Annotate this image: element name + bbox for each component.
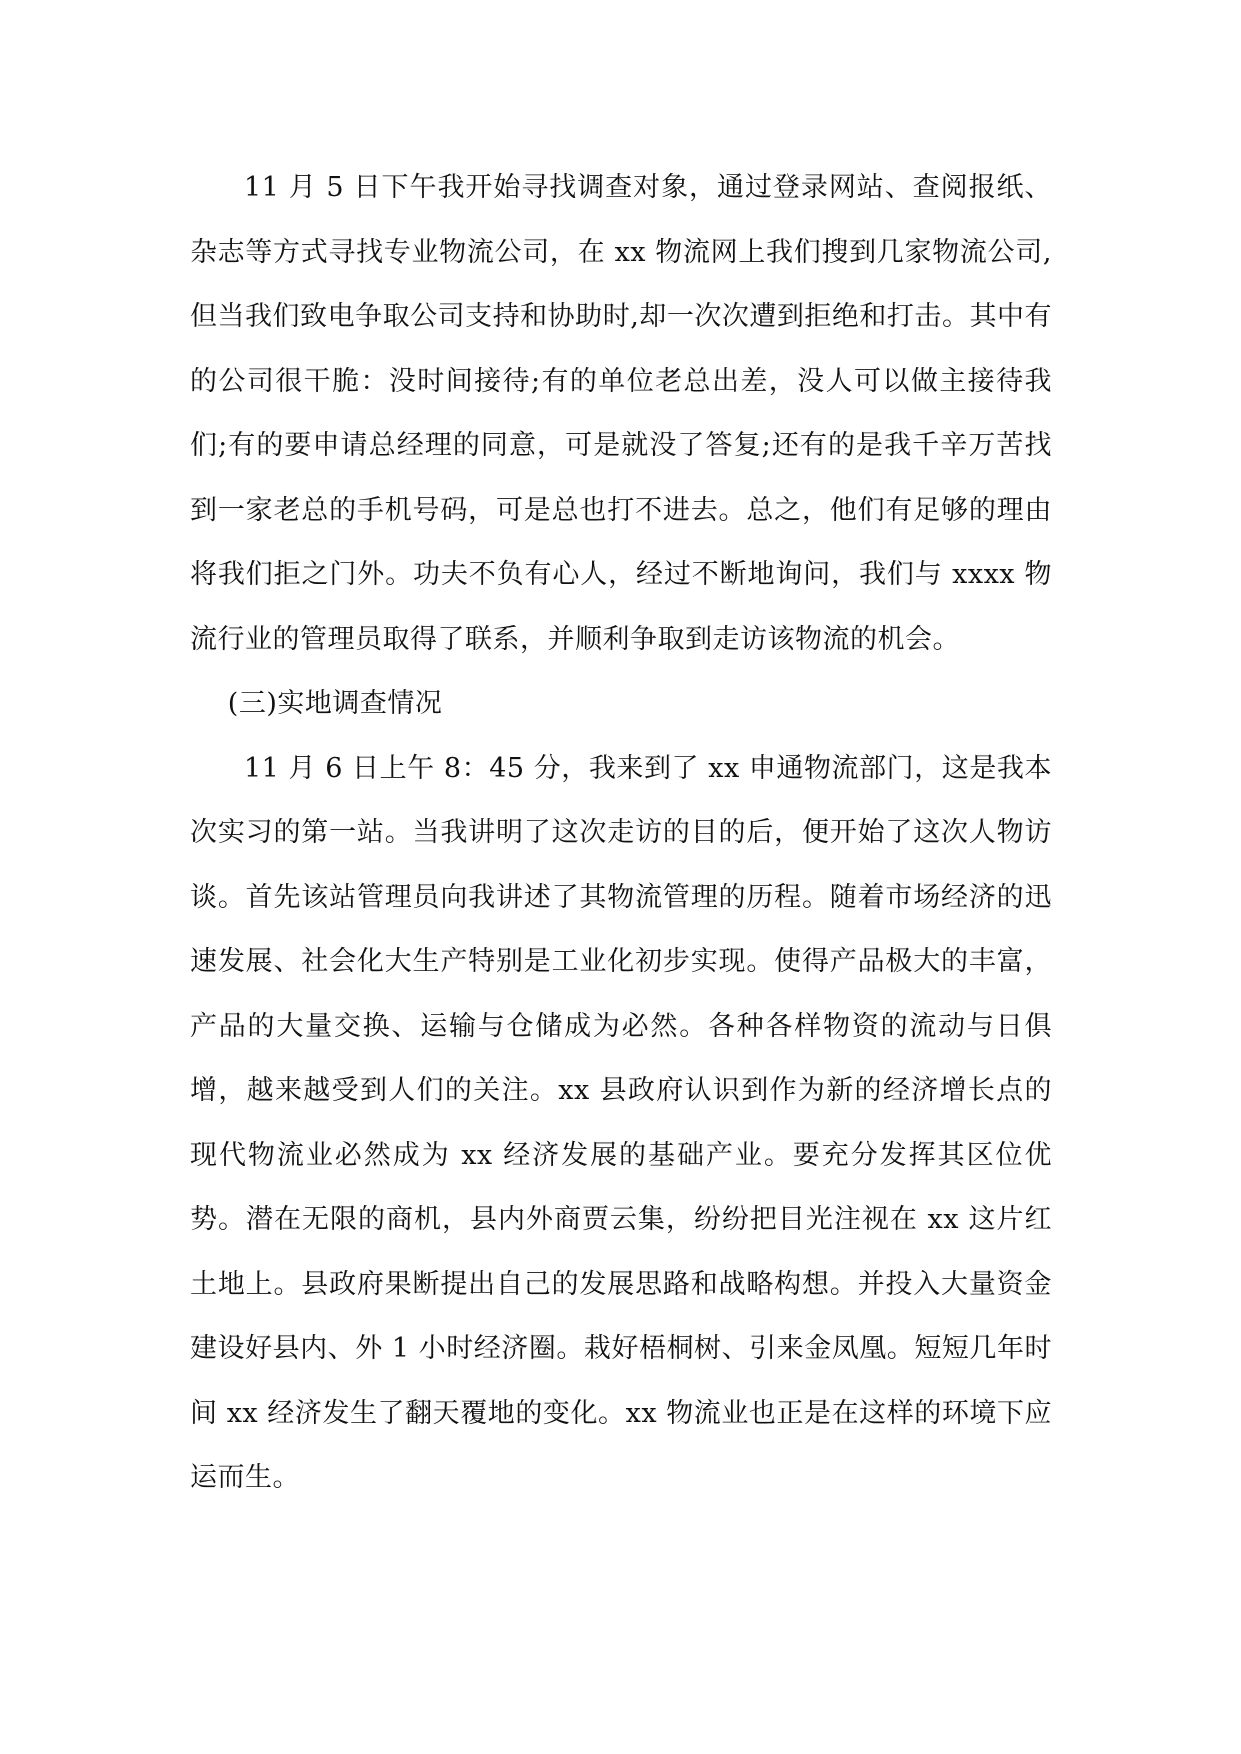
paragraph-field-visit: 11 月 6 日上午 8：45 分，我来到了 xx 申通物流部门，这是我本次实习的第一站。当我讲明了这次走访的目的后，便开始了这次人物访谈。首先该站管理员向我讲述了其物流管理的历程。随着市场经济的迅速发展、社会化大生产特别是工业化初步实现。使得产品极大的丰富，产品的大量交换、运输与仓储成为必然。各种各样物资的流动与日俱增，越来越受到人们的关注。xx 县政府认识到作为新的经济增长点的现代物流业必然成为 xx 经济发展的基础产业。要充分发挥其区位优势。潜在无限的商机，县内外商贾云集，纷纷把目光注视在 xx 这片红土地上。县政府果断提出自己的发展思路和战略构想。并投入大量资金建设好县内、外 1 小时经济圈。栽好梧桐树、引来金凤凰。短短几年时间 xx 经济发生了翻天覆地的变化。xx 物流业也正是在这样的环境下应运而生。 bbox=[190, 752, 1052, 1493]
paragraph-search-for-companies: 11 月 5 日下午我开始寻找调查对象，通过登录网站、查阅报纸、杂志等方式寻找专业物流公司，在 xx 物流网上我们搜到几家物流公司,但当我们致电争取公司支持和协助时,却一次次遭到拒绝和打击。其中有的公司很干脆：没时间接待;有的单位老总出差，没人可以做主接待我们;有的要申请总经理的同意，可是就没了答复;还有的是我千辛万苦找到一家老总的手机号码，可是总也打不进去。总之，他们有足够的理由将我们拒之门外。功夫不负有心人，经过不断地询问，我们与 xxxx 物流行业的管理员取得了联系，并顺利争取到走访该物流的机会。 bbox=[190, 172, 1052, 655]
document-body bbox=[190, 156, 1052, 1511]
section-heading-field-survey: (三)实地调查情况 bbox=[227, 688, 443, 719]
